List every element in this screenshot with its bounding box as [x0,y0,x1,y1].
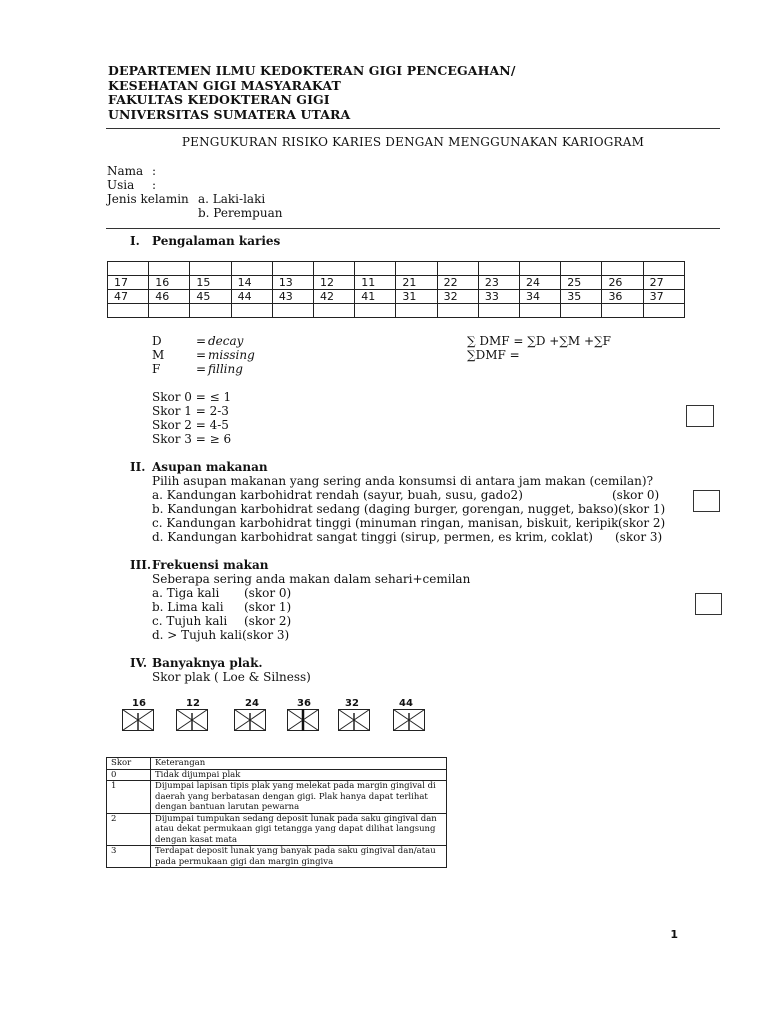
section1-score-box[interactable] [686,405,714,427]
nama-label: Nama [107,164,144,178]
plaque-tooth-number: 24 [245,698,259,709]
tooth-number: 21 [396,276,437,290]
upper-teeth-row [108,276,685,290]
legend-eq: = [196,362,207,376]
score-cell: 1 [107,781,151,814]
tooth-number: 15 [190,276,231,290]
tooth-cell[interactable] [149,262,190,276]
description-cell: Tidak dijumpai plak [151,769,447,781]
section-divider [106,228,720,229]
score-cell: 3 [107,846,151,868]
tooth-number: 17 [108,276,149,290]
tooth-number: 12 [314,276,355,290]
section4-number: IV. [130,656,148,670]
dmf-formula: ∑ DMF = ∑D +∑M +∑F [467,334,611,348]
freq-option-c-score: (skor 2) [244,614,292,628]
dmf-total: ∑DMF = [467,348,520,362]
tooth-cell[interactable] [643,262,684,276]
freq-option-b[interactable]: b. Lima kali [152,600,224,614]
description-cell: Dijumpai tumpukan sedang deposit lunak pada saku gingival dan atau dekat permukaan gigi tetangga yang dapat dilihat langsung dengan kasat mata [151,813,447,846]
tooth-surface-diagram[interactable] [393,709,425,731]
table-row [107,813,447,846]
tooth-cell[interactable] [643,304,684,318]
usia-label: Usia [107,178,135,192]
tooth-number: 44 [231,290,272,304]
food-option-a-score: (skor 0) [612,488,660,502]
legend-code-d: D [152,334,162,348]
page-title: PENGUKURAN RISIKO KARIES DENGAN MENGGUNAKAN KARIOGRAM [181,135,645,149]
table-row [107,846,447,868]
tooth-cell[interactable] [272,304,313,318]
header-line: FAKULTAS KEDOKTERAN GIGI [108,92,330,107]
tooth-number: 36 [602,290,643,304]
section3-score-box[interactable] [695,593,722,615]
tooth-cell[interactable] [272,262,313,276]
jenis-kelamin-label: Jenis kelamin [107,192,189,206]
food-option-d[interactable]: d. Kandungan karbohidrat sangat tinggi (sirup, permen, es krim, coklat) [152,530,593,544]
tooth-number: 11 [355,276,396,290]
tooth-cell[interactable] [437,262,478,276]
table-row [107,781,447,814]
page-number: 1 [670,928,678,941]
tooth-cell[interactable] [231,262,272,276]
tooth-cell[interactable] [478,304,519,318]
tooth-number: 43 [272,290,313,304]
tooth-number: 41 [355,290,396,304]
tooth-cell[interactable] [355,262,396,276]
food-option-d-score: (skor 3) [615,530,663,544]
food-option-c-score: (skor 2) [618,516,666,530]
tooth-number: 24 [520,276,561,290]
plaque-tooth-number: 36 [297,698,311,709]
legend-code-f: F [152,362,161,376]
plaque-tooth-number: 44 [399,698,413,709]
tooth-number: 34 [520,290,561,304]
tooth-cell[interactable] [314,304,355,318]
tooth-cell[interactable] [602,262,643,276]
tooth-surface-diagram[interactable] [338,709,370,731]
legend-desc-decay: decay [208,334,244,348]
tooth-number: 33 [478,290,519,304]
food-option-b-score: (skor 1) [618,502,666,516]
freq-option-a-score: (skor 0) [244,586,292,600]
table-row [107,769,447,781]
score-cell: 2 [107,813,151,846]
section4-subtitle: Skor plak ( Loe & Silness) [152,670,311,684]
section2-score-box[interactable] [693,490,720,512]
tooth-surface-diagram[interactable] [234,709,266,731]
freq-option-b-score: (skor 1) [244,600,292,614]
header-line: UNIVERSITAS SUMATERA UTARA [108,106,351,122]
section3-title: Frekuensi makan [152,558,269,572]
tooth-number: 46 [149,290,190,304]
tooth-cell[interactable] [602,304,643,318]
plaque-tooth-number: 32 [345,698,359,709]
food-option-c[interactable]: c. Kandungan karbohidrat tinggi (minuman ringan, manisan, biskuit, keripik [152,516,619,530]
tooth-number: 42 [314,290,355,304]
description-cell: Dijumpai lapisan tipis plak yang melekat pada margin gingival di daerah yang berbatasan dengan gigi. Plak hanya dapat terlihat dengan bantuan larutan pewarna [151,781,447,814]
tooth-cell[interactable] [396,262,437,276]
tooth-number: 26 [602,276,643,290]
tooth-cell[interactable] [561,304,602,318]
header-divider [106,128,720,129]
tooth-cell[interactable] [190,262,231,276]
column-header-keterangan: Keterangan [151,758,447,770]
tooth-number: 31 [396,290,437,304]
tooth-cell[interactable] [231,304,272,318]
legend-code-m: M [152,348,165,362]
section4-title: Banyaknya plak. [152,656,263,670]
tooth-surface-diagram[interactable] [176,709,208,731]
section2-question: Pilih asupan makanan yang sering anda konsumsi di antara jam makan (cemilan)? [152,474,654,488]
institution-header [108,64,516,122]
dmf-score-line: Skor 1 = 2-3 [152,404,229,418]
tooth-number: 13 [272,276,313,290]
tooth-number: 23 [478,276,519,290]
tooth-chart [107,261,685,318]
tooth-cell[interactable] [190,304,231,318]
tooth-cell[interactable] [478,262,519,276]
tooth-cell[interactable] [520,262,561,276]
section3-number: III. [130,558,152,572]
tooth-surface-diagram[interactable] [122,709,154,731]
nama-colon: : [152,164,157,178]
tooth-number: 45 [190,290,231,304]
freq-option-c[interactable]: c. Tujuh kali [152,614,228,628]
tooth-number: 16 [149,276,190,290]
tooth-number: 25 [561,276,602,290]
freq-option-d-score: (skor 3) [242,628,290,642]
freq-option-d[interactable]: d. > Tujuh kali [152,628,243,642]
header-line: KESEHATAN GIGI MASYARAKAT [108,77,341,93]
lower-teeth-row [108,290,685,304]
tooth-cell[interactable] [396,304,437,318]
tooth-number: 22 [437,276,478,290]
section2-title: Asupan makanan [152,460,268,474]
legend-eq: = [196,348,207,362]
plaque-tooth-number: 16 [132,698,146,709]
tooth-number: 47 [108,290,149,304]
dmf-score-line: Skor 0 = ≤ 1 [152,390,232,404]
legend-desc-missing: missing [208,348,255,362]
score-cell: 0 [107,769,151,781]
table-header-row [107,758,447,770]
tooth-number: 32 [437,290,478,304]
freq-option-a[interactable]: a. Tiga kali [152,586,220,600]
section2-number: II. [130,460,146,474]
description-cell: Terdapat deposit lunak yang banyak pada saku gingival dan/atau pada permukaan gigi dan margin gingiva [151,846,447,868]
section1-title: Pengalaman karies [152,234,281,248]
dmf-score-line: Skor 2 = 4-5 [152,418,229,432]
tooth-number: 14 [231,276,272,290]
food-option-b[interactable]: b. Kandungan karbohidrat sedang (daging burger, gorengan, nugget, bakso) [152,502,619,516]
food-option-a[interactable]: a. Kandungan karbohidrat rendah (sayur, buah, susu, gado2) [152,488,523,502]
gender-option-male[interactable]: a. Laki-laki [198,192,266,206]
tooth-cell[interactable] [149,304,190,318]
tooth-number: 37 [643,290,684,304]
tooth-cell[interactable] [355,304,396,318]
tooth-cell[interactable] [314,262,355,276]
tooth-surface-diagram[interactable] [287,709,319,731]
legend-eq: = [196,334,207,348]
tooth-chart-blank-row [108,262,685,276]
section3-question: Seberapa sering anda makan dalam sehari+cemilan [152,572,471,586]
plaque-score-table [106,757,447,868]
plaque-tooth-number: 12 [186,698,200,709]
tooth-cell[interactable] [108,262,149,276]
tooth-chart-blank-row [108,304,685,318]
tooth-number: 35 [561,290,602,304]
legend-desc-filling: filling [208,362,243,376]
tooth-cell[interactable] [108,304,149,318]
column-header-skor: Skor [107,758,151,770]
header-line: DEPARTEMEN ILMU KEDOKTERAN GIGI PENCEGAHAN/ [108,63,516,78]
dmf-score-line: Skor 3 = ≥ 6 [152,432,232,446]
section1-number: I. [130,234,140,248]
gender-option-female[interactable]: b. Perempuan [198,206,283,220]
tooth-cell[interactable] [437,304,478,318]
usia-colon: : [152,178,157,192]
tooth-number: 27 [643,276,684,290]
tooth-cell[interactable] [520,304,561,318]
tooth-cell[interactable] [561,262,602,276]
